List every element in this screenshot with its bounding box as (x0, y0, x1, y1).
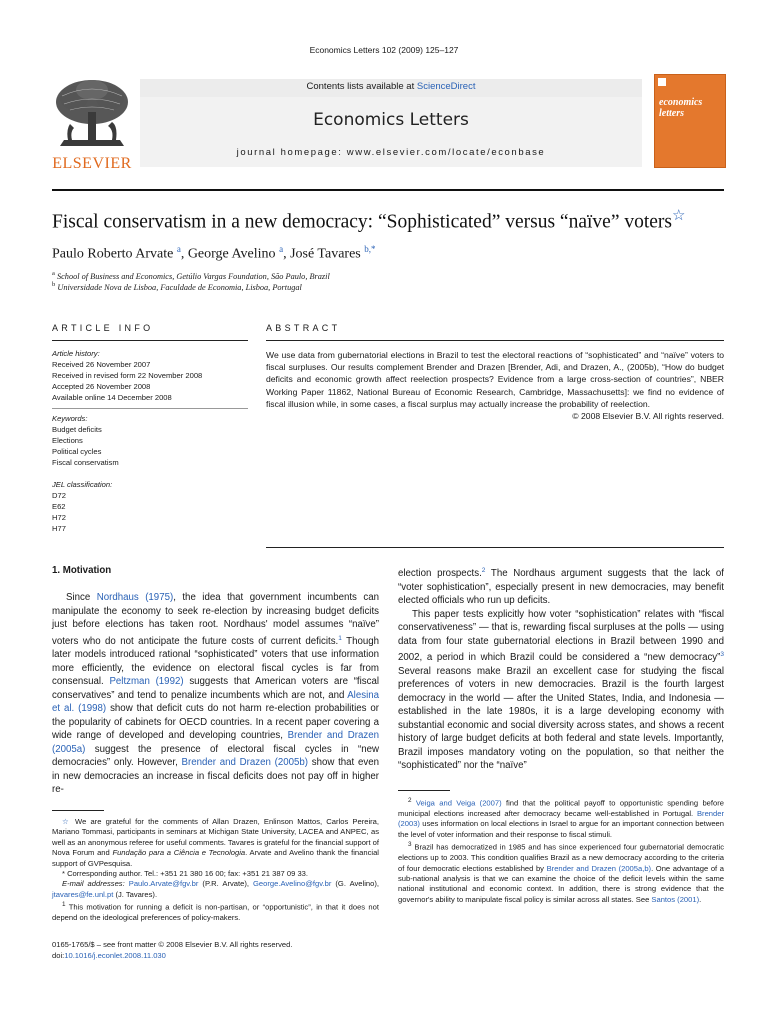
keywords-label: Keywords: (52, 414, 88, 423)
jel-code: D72 (52, 491, 66, 500)
footnotes-left: ☆ We are grateful for the comments of Allan Drazen, Enlinson Mattos, Carlos Pereira, Mariano Tommasi, participants in seminars at Michigan State University, LACEA and ANPEC, as well as an anonymous referee for useful comments. Tavares is grateful for the financial support of Nova Forum and Fundação para a Ciência e Tecnologia. Arvate and Avelino thank the financial support of GVPesquisa. * Corresponding author. Tel.: +351 21 380 16 00; fax: +351 21 387 09 33. E-mail addresses: Paulo.Arvate@fgv.br (P.R. Arvate), George.Avelino@fgv.br (G. Avelino), jtavares@fe.unl.pt (J. Tavares). $^1$ This motivation for running a deficit is non-partisan, or “opportunistic”, in that it does not depend on the ideological preferences of policy-makers. (52, 817, 379, 923)
abstract-rule (266, 340, 724, 341)
keyword: Elections (52, 436, 83, 445)
elsevier-logo (50, 76, 134, 172)
masthead-inner (140, 97, 642, 167)
footnote-rule (52, 810, 104, 811)
abstract-heading: ABSTRACT (266, 323, 341, 333)
author-name: Paulo Roberto Arvate (52, 246, 174, 262)
citation-link[interactable]: Brender and Drazen (2005b) (181, 757, 308, 769)
article-title: Fiscal conservatism in a new democracy: “Sophisticated” versus “naïve” voters☆ (52, 208, 686, 233)
jel-label: JEL classification: (52, 480, 113, 489)
front-matter-footer: 0165-1765/$ – see front matter © 2008 Elsevier B.V. All rights reserved. doi:10.1016/j.econlet.2008.11.030 (52, 940, 412, 961)
footnotes-right: $^2$ Veiga and Veiga (2007) find that the political payoff to opportunistic spending before municipal elections increased after democracy became well-established in Portugal. Brender (2003) uses information on local elections in Israel to argue for an important connection between the level of voter information and their response to fiscal stimuli. $^3$ Brazil has democratized in 1985 and has since experienced four gubernatorial democratic elections up to 2003. This condition qualifies Brazil as a new democracy according to the criteria of four democratic elections established by Brender and Drazen (2005a,b). One advantage of a sub-national analysis is that we can examine the choice of the deficit levels within the same national institutional and economic context. In addition, there is strong evidence that the governor's ability to manipulate fiscal policy is similar across all states. See Santos (2001). (398, 797, 724, 904)
affiliation: $^b$ Universidade Nova de Lisboa, Faculdade de Economia, Lisboa, Portugal (52, 281, 302, 292)
masthead-box (140, 79, 642, 167)
title-footnote-icon[interactable]: ☆ (672, 208, 686, 224)
footnote-ref[interactable]: 1 (338, 634, 342, 642)
article-info-heading: ARTICLE INFO (52, 323, 154, 333)
email-link[interactable]: jtavares@fe.unl.pt (52, 889, 114, 899)
cover-logo-icon (658, 78, 666, 86)
footnote-rule (398, 790, 450, 791)
keyword: Budget deficits (52, 425, 102, 434)
email-link[interactable]: Paulo.Arvate@fgv.br (128, 879, 199, 889)
author-name: José Tavares (290, 246, 361, 262)
history-item: Received 26 November 2007 (52, 360, 151, 369)
journal-title: Economics Letters (313, 110, 469, 130)
front-matter-rule (266, 547, 724, 548)
section-heading: 1. Motivation (52, 565, 112, 576)
body-column-right: election prospects.$^2$ The Nordhaus argument suggests that the lack of “voter sophistication”, especially present in new democracies, may benefit elected officials who run up deficits. This paper tests explicitly how voter “sophistication” relates with “fiscal conservativeness” — that is, rewarding fiscal surpluses at the polls — using data from four state gubernatorial elections in Brazil between 1990 and 2002, a period in which Brazil could be considered a “new democracy”$^3$ Several reasons make Brazil an excellent case for studying the fiscal preferences of voters in new democracies. Brazil is the fourth largest democracy in the world — after the United States, India, and Indonesia — established in the late 1980s, it is a large developing economy with substantial economic and social diversity across states, and shows a recent history of large budget deficits at both federal and state levels. Importantly, Brazil imposes mandatory voting on the population, so that neither the “sophisticated” nor the “naïve” (398, 567, 724, 772)
journal-cover (654, 74, 726, 168)
citation-link[interactable]: Brender and Drazen (2005a) (52, 730, 379, 755)
citation-link[interactable]: Brender and Drazen (2005a,b) (546, 863, 652, 873)
history-item: Received in revised form 22 November 2008 (52, 371, 203, 380)
contents-prefix: Contents lists available at (306, 81, 415, 92)
history-label: Article history: (52, 349, 100, 358)
email-link[interactable]: George.Avelino@fgv.br (253, 879, 332, 889)
jel-code: E62 (52, 502, 66, 511)
journal-homepage[interactable]: journal homepage: www.elsevier.com/locate/econbase (236, 147, 546, 158)
history-item: Available online 14 December 2008 (52, 393, 172, 402)
contents-line (140, 81, 642, 92)
article-info-rule (52, 340, 248, 341)
footnote-ref[interactable]: 3 (720, 651, 724, 659)
citation-link[interactable]: Veiga and Veiga (2007) (415, 798, 502, 808)
jel-code: H72 (52, 513, 66, 522)
publisher-name: ELSEVIER (52, 155, 132, 172)
jel-code: H77 (52, 524, 66, 533)
history-item: Accepted 26 November 2008 (52, 382, 151, 391)
footnote-ref[interactable]: 2 (481, 567, 486, 574)
affiliation: $^a$ School of Business and Economics, Getúlio Vargas Foundation, São Paulo, Brazil (52, 270, 330, 281)
citation-link[interactable]: Peltzman (1992) (109, 676, 184, 688)
body-column-left: Since Nordhaus (1975), the idea that government incumbents can manipulate the economy to seek re-election by increasing budget deficits just before elections has taken root. Nordhaus' model assumes “naïve” voters who do not anticipate the future costs of current deficits.$^1$ Though later models introduced rational “sophisticated” voters that use information more efficiently, the evidence on electoral fiscal cycles is far from consensual. Peltzman (1992) suggests that American voters are “fiscal conservatives” and tend to penalize incumbents which are not, and Alesina et al. (1998) show that deficit cuts do not harm re-election probabilities or the popularity of cabinets for OECD countries. In a recent paper covering a wide range of developed and developing countries, Brender and Drazen (2005a) suggest the presence of electoral fiscal cycles in “new democracies” only. However, Brender and Drazen (2005b) show that even in new democracies an increase in fiscal deficits does not pay off in higher re- (52, 592, 380, 796)
issn-line: 0165-1765/$ – see front matter © 2008 Elsevier B.V. All rights reserved. (52, 940, 293, 949)
article-info (52, 348, 248, 534)
cover-title: economics letters (659, 97, 703, 119)
citation-link[interactable]: Nordhaus (1975) (96, 592, 174, 603)
author-list: Paulo Roberto Arvate $^a$, George Avelino $^a$, José Tavares $^{b,*}$ (52, 244, 376, 262)
keyword: Fiscal conservatism (52, 458, 119, 467)
journal-citation: Economics Letters 102 (2009) 125–127 (309, 45, 459, 55)
keyword: Political cycles (52, 447, 102, 456)
elsevier-tree-icon (50, 76, 134, 150)
citation-link[interactable]: Brender (2003) (398, 808, 724, 829)
abstract-copyright: © 2008 Elsevier B.V. All rights reserved. (572, 411, 724, 422)
citation-link[interactable]: Alesina et al. (1998) (52, 689, 379, 715)
citation-link[interactable]: Santos (2001) (651, 894, 700, 904)
abstract-text: We use data from gubernatorial elections in Brazil to test the electoral reactions of “sophisticated” and “naïve” voters to fiscal surpluses. Our results complement Brender and Drazen [Brender, Adi, and Drazen, A., (2005b), “How do budget deficits and economic growth affect reelection prospects? Evidence from a large cross-section of countries”, NBER Working Paper 11862, National Bureau of Economic Research, Cambridge, Massachusetts]: we find no evidence of fiscal illusion while, in some cases, a fiscal surplus may actually increase the probability of reelection. © 2008 Elsevier B.V. All rights reserved. (266, 350, 724, 422)
masthead-rule (52, 189, 724, 191)
info-divider (52, 408, 248, 409)
author-name: George Avelino (187, 246, 276, 262)
star-footnote-icon: ☆ (62, 817, 71, 826)
sciencedirect-link[interactable]: ScienceDirect (416, 81, 476, 92)
corresponding-author: * Corresponding author. Tel.: +351 21 380 16 00; fax: +351 21 387 09 33. (62, 869, 309, 879)
doi-link[interactable]: 10.1016/j.econlet.2008.11.030 (64, 950, 166, 960)
